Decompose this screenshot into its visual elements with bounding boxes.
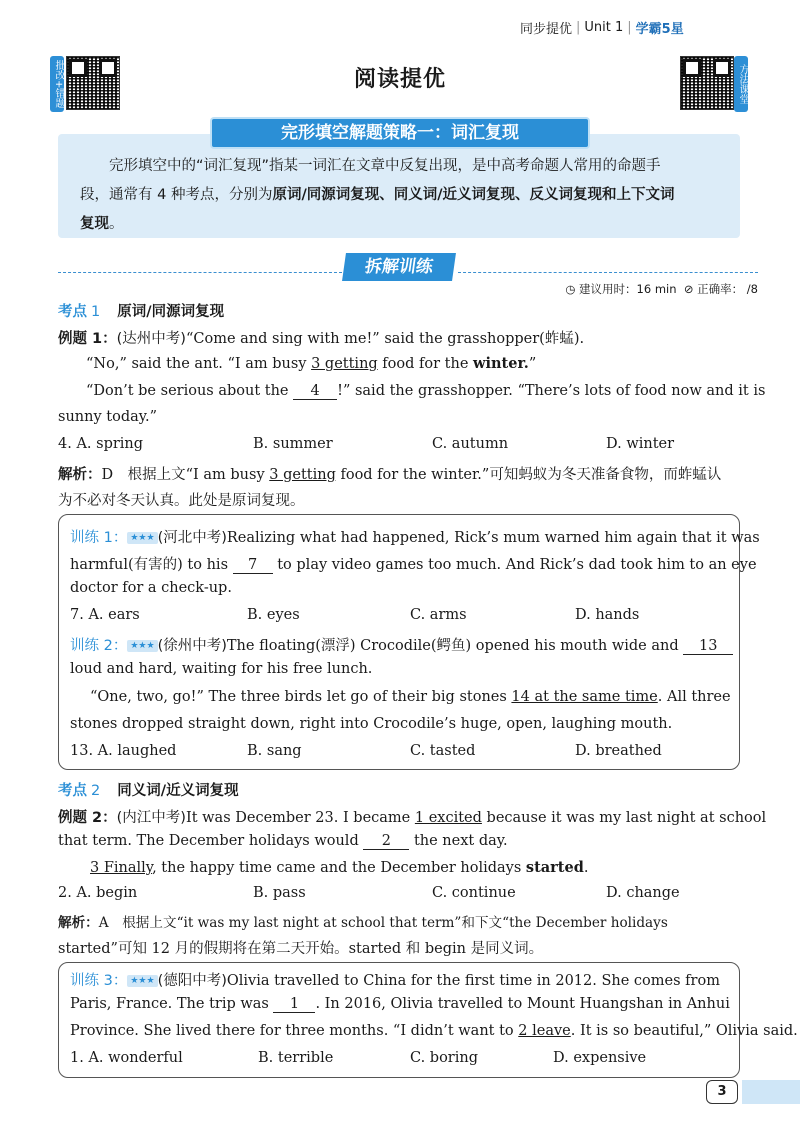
option-b[interactable]: B. pass xyxy=(253,885,306,901)
option-c[interactable]: C. arms xyxy=(410,607,467,623)
option-c[interactable]: C. continue xyxy=(432,885,516,901)
page-number: 3 xyxy=(706,1080,738,1104)
option-c[interactable]: C. boring xyxy=(410,1050,478,1066)
q7-options xyxy=(70,607,730,627)
t3-line1: 训练 3： ★★★ (德阳中考)Olivia travelled to China for the first time in 2012. She comes from xyxy=(70,973,720,989)
option-d[interactable]: D. hands xyxy=(575,607,640,623)
difficulty-stars: ★★★ xyxy=(127,640,157,652)
check-circle-icon: ⊘ xyxy=(683,282,694,296)
strategy-text xyxy=(80,152,730,239)
blank-2[interactable]: 2 xyxy=(363,833,409,850)
t2-line2: loud and hard, waiting for his free lunch. xyxy=(70,661,373,677)
analysis2-line1: 解析：A 根据上文“it was my last night at school that term”和下文“the December holidays xyxy=(58,915,668,931)
suggested-time: 建议用时：16 min xyxy=(579,282,677,296)
option-b[interactable]: B. eyes xyxy=(247,607,300,623)
example2-line3: 3 Finally, the happy time came and the December holidays started. xyxy=(90,859,589,876)
strategy-line-1: 完形填空中的“词汇复现”指某一词汇在文章中反复出现，是中高考命题人常用的命题手 xyxy=(109,158,661,174)
option-a[interactable]: 13. A. laughed xyxy=(70,743,177,759)
t2-line4: stones dropped straight down, right into Crocodile’s huge, open, laughing mouth. xyxy=(70,716,673,732)
strategy-line-2: 段，通常有 4 种考点，分别为原词/同源词复现、同义词/近义词复现、反义词复现和上下文词 xyxy=(80,187,675,203)
option-a[interactable]: 7. A. ears xyxy=(70,607,140,623)
option-b[interactable]: B. sang xyxy=(247,743,302,759)
q13-options xyxy=(70,743,730,763)
analysis1-line1: 解析：D 根据上文“I am busy 3 getting food for the winter.”可知蚂蚁为冬天准备食物，而蚱蜢认 xyxy=(58,467,722,483)
q4-options xyxy=(58,436,758,456)
t2-line3: “One, two, go!” The three birds let go of their big stones 14 at the same time. All three xyxy=(90,689,731,705)
t3-line3: Province. She lived there for three months. “I didn’t want to 2 leave. It is so beautiful,” Olivia said. xyxy=(70,1023,798,1039)
option-a[interactable]: 2. A. begin xyxy=(58,885,138,901)
blank-13[interactable]: 13 xyxy=(683,638,733,655)
option-c[interactable]: C. tasted xyxy=(410,743,476,759)
example1-line4: sunny today.” xyxy=(58,409,158,425)
option-d[interactable]: D. expensive xyxy=(553,1050,647,1066)
top-header: 同步提优 | Unit 1 | 学霸5星 xyxy=(520,20,684,37)
left-qr-label: 批改+错题 xyxy=(50,56,64,112)
example1-line2: “No,” said the ant. “I am busy 3 getting food for the winter.” xyxy=(86,355,537,372)
option-d[interactable]: D. winter xyxy=(606,436,675,452)
t2-line1: 训练 2： ★★★ (徐州中考)The floating(漂浮) Crocodile(鳄鱼) opened his mouth wide and 13 xyxy=(70,634,733,655)
t1-line3: doctor for a check-up. xyxy=(70,580,232,596)
example1-line1: 例题 1：(达州中考)“Come and sing with me!” said the grasshopper(蚱蜢). xyxy=(58,331,585,347)
example1-line3: “Don’t be serious about the 4 !” said the grasshopper. “There’s lots of food now and it is xyxy=(86,383,766,399)
t3-line2: Paris, France. The trip was 1 . In 2016, Olivia travelled to Mount Huangshan in Anhui xyxy=(70,996,730,1012)
q1-options xyxy=(70,1050,730,1070)
option-b[interactable]: B. terrible xyxy=(258,1050,334,1066)
t1-line1: 训练 1： ★★★ (河北中考)Realizing what had happened, Rick’s mum warned him again that it was xyxy=(70,530,760,546)
option-d[interactable]: D. breathed xyxy=(575,743,662,759)
divider-left xyxy=(58,272,342,273)
example2-line2: that term. The December holidays would 2 the next day. xyxy=(58,833,508,849)
t1-line2: harmful(有害的) to his 7 to play video games too much. And Rick’s dad took him to an eye xyxy=(70,557,757,573)
blank-7[interactable]: 7 xyxy=(233,557,273,574)
page-tab xyxy=(742,1080,800,1104)
divider-right xyxy=(458,272,758,273)
clock-icon: ◷ xyxy=(565,282,576,296)
training-title: 拆解训练 xyxy=(342,253,456,281)
unit-label: Unit 1 xyxy=(584,20,624,35)
right-qr-label: 方法课堂 xyxy=(734,56,748,112)
option-d[interactable]: D. change xyxy=(606,885,680,901)
example2-line1: 例题 2：(内江中考)It was December 23. I became 1 excited because it was my last night at school xyxy=(58,810,767,826)
strategy-line-3: 复现。 xyxy=(80,216,124,232)
analysis1-line2: 为不必对冬天认真。此处是原词复现。 xyxy=(58,493,305,509)
page-title: 阅读提优 xyxy=(353,67,446,92)
strategy-title: 完形填空解题策略一：词汇复现 xyxy=(212,119,588,147)
kp2-heading: 考点 2 同义词/近义词复现 xyxy=(58,783,239,799)
option-c[interactable]: C. autumn xyxy=(432,436,509,452)
option-a[interactable]: 4. A. spring xyxy=(58,436,144,452)
difficulty-stars: ★★★ xyxy=(127,532,157,544)
analysis2-line2: started”可知 12 月的假期将在第二天开始。started 和 begin 是同义词。 xyxy=(58,941,544,957)
time-info xyxy=(548,281,758,297)
series-name: 同步提优 xyxy=(520,22,573,37)
accuracy-label: 正确率： /8 xyxy=(697,282,758,296)
difficulty-stars: ★★★ xyxy=(127,975,157,987)
blank-4[interactable]: 4 xyxy=(293,383,337,400)
q2-options xyxy=(58,885,758,905)
brand-logo: 学霸5星 xyxy=(635,22,684,37)
blank-1[interactable]: 1 xyxy=(273,996,315,1013)
kp1-heading: 考点 1 原词/同源词复现 xyxy=(58,304,225,320)
option-a[interactable]: 1. A. wonderful xyxy=(70,1050,183,1066)
option-b[interactable]: B. summer xyxy=(253,436,333,452)
